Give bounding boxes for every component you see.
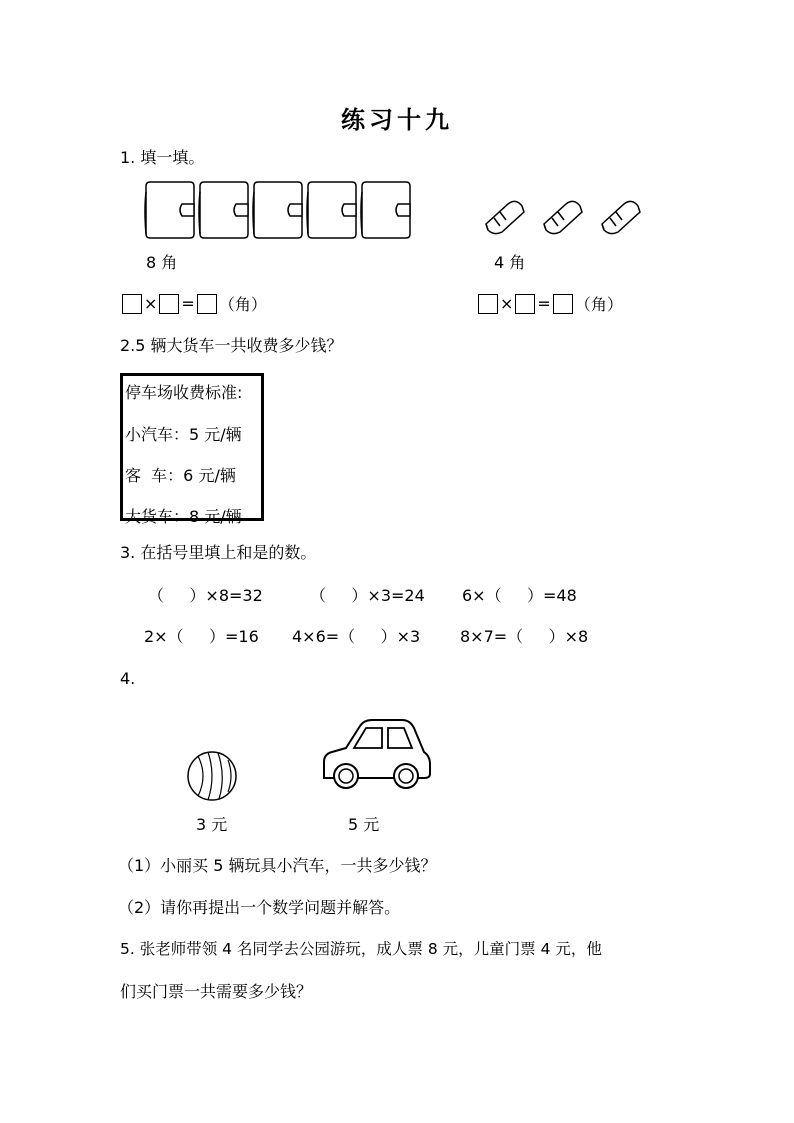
answer-box[interactable]	[515, 294, 535, 314]
answer-box[interactable]	[197, 294, 217, 314]
answer-box[interactable]	[122, 294, 142, 314]
q3-row1-item2[interactable]: （ ）×3=24	[310, 586, 425, 605]
q1-right-equation	[478, 292, 625, 315]
ball-price-label: 3 元	[196, 815, 228, 834]
wallet-icon	[199, 182, 248, 238]
eraser-icon	[486, 201, 524, 233]
wallet-icon	[145, 182, 194, 238]
q3-row2-item3[interactable]: 8×7=（ ）×8	[460, 627, 589, 646]
page-title: 练习十九	[341, 106, 453, 134]
q4-heading: 4.	[120, 669, 136, 688]
wallet-icon-group	[144, 180, 414, 242]
ball-icon	[186, 750, 238, 802]
q3-row2-item2[interactable]: 4×6=（ ）×3	[292, 627, 421, 646]
fee-board-title: 停车场收费标准:	[125, 383, 243, 402]
q1-left-equation	[122, 292, 269, 315]
q1-heading: 1. 填一填。	[120, 148, 205, 167]
wallet-price-label: 8 角	[146, 253, 178, 272]
eraser-icon-group	[484, 198, 646, 242]
wallet-icon	[361, 182, 410, 238]
parking-fee-board	[120, 373, 264, 526]
wallet-icon	[253, 182, 302, 238]
equals-sign: =	[181, 294, 195, 313]
times-sign: ×	[144, 294, 158, 313]
toy-car-icon	[320, 718, 432, 790]
q4-subquestion-2: （2）请你再提出一个数学问题并解答。	[118, 898, 401, 917]
q5-line-2: 们买门票一共需要多少钱？	[120, 982, 313, 1001]
q3-heading: 3. 在括号里填上和是的数。	[120, 543, 317, 562]
unit-label: （角）	[574, 295, 623, 314]
fee-row-bus: 客 车：6 元/辆	[125, 466, 236, 485]
q3-row2-item1[interactable]: 2×（ ）=16	[144, 627, 259, 646]
eraser-icon	[544, 201, 582, 233]
answer-box[interactable]	[553, 294, 573, 314]
eraser-icon	[602, 201, 640, 233]
eraser-price-label: 4 角	[494, 253, 526, 272]
q3-row1-item1[interactable]: （ ）×8=32	[148, 586, 263, 605]
times-sign: ×	[500, 294, 514, 313]
fee-row-truck: 大货车：8 元/辆	[125, 507, 242, 526]
q5-line-1: 5. 张老师带领 4 名同学去公园游玩，成人票 8 元，儿童门票 4 元，他	[120, 940, 602, 958]
wallet-icon	[307, 182, 356, 238]
car-price-label: 5 元	[348, 815, 380, 834]
answer-box[interactable]	[159, 294, 179, 314]
answer-box[interactable]	[478, 294, 498, 314]
fee-row-car: 小汽车：5 元/辆	[125, 425, 242, 444]
q2-heading: 2.5 辆大货车一共收费多少钱？	[120, 336, 343, 355]
q4-subquestion-1: （1）小丽买 5 辆玩具小汽车，一共多少钱？	[118, 856, 437, 875]
unit-label: （角）	[218, 295, 267, 314]
q3-row1-item3[interactable]: 6×（ ）=48	[462, 586, 577, 605]
equals-sign: =	[537, 294, 551, 313]
